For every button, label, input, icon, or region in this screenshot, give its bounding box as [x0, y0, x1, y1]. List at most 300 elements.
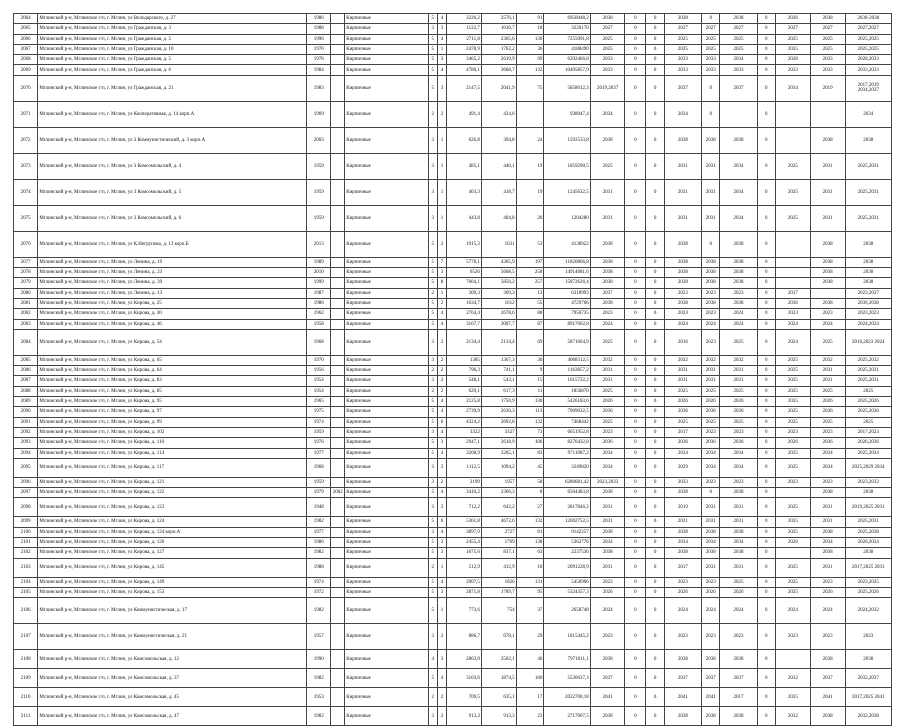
cell-work-year-7: 0 — [757, 75, 776, 101]
cell-work-year-3: 0 — [646, 376, 665, 386]
cell-row-number: 2065 — [14, 24, 38, 34]
cell-work-year-1: 2031 — [590, 517, 625, 527]
cell-living-area: 635,1 — [481, 688, 516, 707]
cell-work-year-3: 0 — [646, 319, 665, 329]
cell-address: Мглинский р-н, Мглинское г/п, г. Мглин, ул Кирова, д. 124 корп.А — [38, 527, 307, 537]
cell-residents: 197 — [516, 257, 544, 267]
cell-work-year-8: 2025 — [776, 407, 811, 417]
table-row — [14, 366, 892, 376]
cell-work-year-4: 2024 — [664, 319, 701, 329]
cell-work-year-4: 2017 — [664, 558, 701, 577]
cell-floors: 5 — [428, 65, 437, 75]
cell-work-year-9: 2031 — [810, 558, 845, 577]
cell-floors: 5 — [428, 598, 437, 624]
cell-work-year-3: 0 — [646, 427, 665, 437]
cell-cost: 1859290,5 — [544, 153, 590, 179]
cell-reconstruction-year — [331, 44, 345, 54]
cell-work-period: 2023 — [845, 624, 891, 650]
table-row — [14, 558, 892, 577]
cell-entrances: 3 — [437, 268, 446, 278]
cell-work-year-4: 2038 — [664, 527, 701, 537]
cell-floors: 3 — [428, 24, 437, 34]
cell-work-year-1: 2038 — [590, 298, 625, 308]
cell-build-year: 2010 — [307, 268, 331, 278]
cell-work-year-7: 0 — [757, 397, 776, 407]
cell-work-year-5: 2036 — [701, 438, 720, 448]
cell-row-number: 2064 — [14, 14, 38, 24]
cell-residents: 27 — [516, 498, 544, 517]
cell-work-year-2: 0 — [625, 278, 646, 288]
cell-reconstruction-year — [331, 448, 345, 458]
cell-work-period: 2038 — [845, 548, 891, 558]
cell-living-area: 434,6 — [481, 101, 516, 127]
cell-work-year-6: 2038 — [720, 14, 757, 24]
cell-work-year-4: 2041 — [664, 688, 701, 707]
table-row — [14, 669, 892, 688]
cell-work-year-8: 2023 — [776, 427, 811, 437]
cell-cost: 6280681,42 — [544, 477, 590, 487]
cell-work-year-1: 2019,2037 — [590, 75, 625, 101]
cell-address: Мглинский р-н, Мглинское г/п, г. Мглин, ул Кирова, д. 127 — [38, 548, 307, 558]
cell-build-year: 1956 — [307, 366, 331, 376]
cell-work-year-7: 0 — [757, 598, 776, 624]
cell-total-area: 463,3 — [447, 179, 482, 205]
cell-wall-material: Кирпичные — [345, 268, 428, 278]
cell-cost: 5362776 — [544, 538, 590, 548]
cell-row-number: 2089 — [14, 397, 38, 407]
cell-work-year-4: 2038 — [664, 298, 701, 308]
cell-work-year-1: 2037 — [590, 288, 625, 298]
cell-work-year-8: 2025 — [776, 527, 811, 537]
cell-work-year-7: 0 — [757, 179, 776, 205]
cell-row-number: 2091 — [14, 417, 38, 427]
cell-total-area: 796,3 — [447, 366, 482, 376]
cell-cost: 6504483,8 — [544, 488, 590, 498]
cell-entrances: 3 — [437, 548, 446, 558]
cell-floors: 5 — [428, 669, 437, 688]
cell-reconstruction-year — [331, 688, 345, 707]
cell-living-area: 2041,9 — [481, 75, 516, 101]
cell-wall-material: Кирпичные — [345, 548, 428, 558]
cell-work-year-9: 2023 — [810, 624, 845, 650]
cell-build-year: 1977 — [307, 448, 331, 458]
cell-living-area: 4305,9 — [481, 257, 516, 267]
cell-residents: 13 — [516, 288, 544, 298]
cell-floors: 5 — [428, 14, 437, 24]
cell-work-year-7: 0 — [757, 707, 776, 726]
cell-work-year-6: 2025 — [720, 417, 757, 427]
cell-wall-material: Кирпичные — [345, 417, 428, 427]
cell-work-year-1: 2034 — [590, 101, 625, 127]
cell-work-year-6: 2023 — [720, 427, 757, 437]
cell-address: Мглинский р-н, Мглинское г/п, г. Мглин, ул Кирова, д. 95 — [38, 397, 307, 407]
cell-work-year-7: 0 — [757, 650, 776, 669]
cell-row-number: 2066 — [14, 34, 38, 44]
cell-address: Мглинский р-н, Мглинское г/п, г. Мглин, ул Комсомольская, д. 45 — [38, 688, 307, 707]
cell-work-year-3: 0 — [646, 488, 665, 498]
cell-work-year-6: 2034 — [720, 448, 757, 458]
cell-row-number: 2081 — [14, 298, 38, 308]
cell-work-year-9: 2036 — [810, 407, 845, 417]
cell-work-year-4: 2036 — [664, 407, 701, 417]
cell-address: Мглинский р-н, Мглинское г/п, г. Мглин, ул Кирова, д. 25 — [38, 298, 307, 308]
cell-work-year-2: 0 — [625, 75, 646, 101]
cell-work-year-1: 2033 — [590, 65, 625, 75]
cell-address: Мглинский р-н, Мглинское г/п, г. Мглин, ул Кирова, д. 124 — [38, 517, 307, 527]
cell-work-year-2: 0 — [625, 624, 646, 650]
cell-living-area: 1762,2 — [481, 44, 516, 54]
cell-total-area: 773,6 — [447, 598, 482, 624]
cell-total-area: 2947,1 — [447, 438, 482, 448]
cell-work-year-3: 0 — [646, 458, 665, 477]
cell-work-year-2: 0 — [625, 298, 646, 308]
cell-work-year-8: 2032 — [776, 669, 811, 688]
cell-floors: 3 — [428, 498, 437, 517]
cell-total-area: 1385 — [447, 355, 482, 365]
cell-cost: 2237536 — [544, 548, 590, 558]
cell-row-number: 2083 — [14, 319, 38, 329]
cell-work-year-5: 2038 — [701, 707, 720, 726]
cell-total-area: 3465,2 — [447, 55, 482, 65]
cell-work-year-5: 2023 — [701, 577, 720, 587]
cell-work-year-9: 2031 — [810, 366, 845, 376]
cell-work-year-8: 2025 — [776, 688, 811, 707]
cell-work-period: 2023,2025 — [845, 577, 891, 587]
cell-floors: 3 — [428, 127, 437, 153]
cell-work-year-2: 0 — [625, 319, 646, 329]
cell-work-period: 2023,2023 — [845, 309, 891, 319]
cell-build-year: 1982 — [307, 598, 331, 624]
cell-residents: 19 — [516, 153, 544, 179]
cell-floors: 5 — [428, 34, 437, 44]
cell-work-year-2: 0 — [625, 386, 646, 396]
cell-work-year-1: 2038 — [590, 127, 625, 153]
cell-work-year-3: 0 — [646, 669, 665, 688]
cell-address: Мглинский р-н, Мглинское г/п, г. Мглин, ул Гражданская, д. 3 — [38, 24, 307, 34]
cell-work-year-7: 0 — [757, 329, 776, 355]
cell-entrances: 1 — [437, 558, 446, 577]
cell-total-area: 443,8 — [447, 205, 482, 231]
cell-floors: 3 — [428, 458, 437, 477]
cell-reconstruction-year — [331, 179, 345, 205]
cell-entrances: 4 — [437, 34, 446, 44]
cell-residents: 132 — [516, 65, 544, 75]
cell-work-year-8: 2025 — [776, 355, 811, 365]
cell-total-area: 2125,8 — [447, 397, 482, 407]
cell-wall-material: Кирпичные — [345, 55, 428, 65]
cell-row-number: 2071 — [14, 101, 38, 127]
cell-work-year-5: 2031 — [701, 179, 720, 205]
cell-entrances: 4 — [437, 488, 446, 498]
cell-build-year: 1996 — [307, 34, 331, 44]
cell-work-period: 2032,2038 — [845, 707, 891, 726]
cell-work-year-6: 2027 — [720, 24, 757, 34]
cell-cost: 1615722,2 — [544, 376, 590, 386]
cell-residents: 257 — [516, 278, 544, 288]
cell-total-area: 2478,9 — [447, 44, 482, 54]
cell-build-year: 1974 — [307, 577, 331, 587]
cell-wall-material: Кирпичные — [345, 477, 428, 487]
cell-reconstruction-year: 2002 — [331, 488, 345, 498]
cell-work-year-3: 0 — [646, 75, 665, 101]
cell-work-period: 2025,2031 — [845, 376, 891, 386]
cell-work-year-1: 2036 — [590, 407, 625, 417]
cell-work-year-5: 2038 — [701, 268, 720, 278]
cell-entrances: 1 — [437, 205, 446, 231]
cell-work-year-3: 0 — [646, 101, 665, 127]
cell-work-year-8: 2026 — [776, 438, 811, 448]
cell-residents: 130 — [516, 34, 544, 44]
cell-cost: 2032700,18 — [544, 688, 590, 707]
table-row — [14, 548, 892, 558]
cell-work-year-9: 2038 — [810, 650, 845, 669]
cell-entrances: 3 — [437, 24, 446, 34]
cell-work-year-2: 0 — [625, 65, 646, 75]
cell-address: Мглинский р-н, Мглинское г/п, г. Мглин, ул 3 Комсомольский, д. 4 — [38, 153, 307, 179]
cell-row-number: 2108 — [14, 650, 38, 669]
cell-work-year-9: 2031 — [810, 179, 845, 205]
cell-work-period: 2025,2026 — [845, 587, 891, 597]
cell-wall-material: Кирпичные — [345, 179, 428, 205]
cell-reconstruction-year — [331, 278, 345, 288]
cell-work-year-7: 0 — [757, 44, 776, 54]
cell-residents: 83 — [516, 448, 544, 458]
cell-work-year-9: 2041 — [810, 688, 845, 707]
cell-reconstruction-year — [331, 55, 345, 65]
cell-work-year-3: 0 — [646, 598, 665, 624]
cell-cost: 7956735 — [544, 309, 590, 319]
cell-work-year-6: 2038 — [720, 548, 757, 558]
cell-living-area: 2678,6 — [481, 309, 516, 319]
cell-residents: 11 — [516, 386, 544, 396]
cell-wall-material: Кирпичные — [345, 688, 428, 707]
cell-work-year-5: 2026 — [701, 587, 720, 597]
cell-build-year: 1970 — [307, 44, 331, 54]
cell-row-number: 2106 — [14, 598, 38, 624]
cell-work-period: 2024,2024 — [845, 319, 891, 329]
cell-reconstruction-year — [331, 268, 345, 278]
cell-reconstruction-year — [331, 527, 345, 537]
cell-work-year-2: 0 — [625, 587, 646, 597]
cell-floors: 5 — [428, 298, 437, 308]
cell-work-year-2: 0 — [625, 407, 646, 417]
cell-work-year-6: 2038 — [720, 257, 757, 267]
cell-build-year: 1990 — [307, 650, 331, 669]
cell-work-year-6: 2025 — [720, 34, 757, 44]
cell-living-area: 2692,8 — [481, 417, 516, 427]
cell-address: Мглинский р-н, Мглинское г/п, г. Мглин, ул Кирова, д. 117 — [38, 458, 307, 477]
cell-work-year-9: 2031 — [810, 205, 845, 231]
cell-work-period: 2025 — [845, 386, 891, 396]
cell-work-year-1: 2025 — [590, 417, 625, 427]
table-row — [14, 205, 892, 231]
cell-floors: 5 — [428, 55, 437, 65]
cell-work-year-6: 2034 — [720, 538, 757, 548]
cell-work-year-7: 0 — [757, 268, 776, 278]
cell-living-area: 2365,6 — [481, 34, 516, 44]
cell-total-area: 512,9 — [447, 558, 482, 577]
cell-residents: 73 — [516, 427, 544, 437]
cell-work-year-7: 0 — [757, 477, 776, 487]
cell-entrances: 2 — [437, 101, 446, 127]
cell-wall-material: Кирпичные — [345, 488, 428, 498]
cell-entrances: 4 — [437, 669, 446, 688]
cell-address: Мглинский р-н, Мглинское г/п, г. Мглин, ул Кирова, д. 121 — [38, 477, 307, 487]
cell-entrances: 4 — [437, 407, 446, 417]
cell-work-period: 2017,2019 2034,2037 — [845, 75, 891, 101]
cell-work-year-5: 2038 — [701, 278, 720, 288]
cell-total-area: 2871,8 — [447, 587, 482, 597]
cell-work-year-7: 0 — [757, 355, 776, 365]
cell-reconstruction-year — [331, 598, 345, 624]
cell-total-area: 2134,4 — [447, 329, 482, 355]
cell-work-year-6: 2024 — [720, 598, 757, 624]
cell-work-year-1: 2025 — [590, 34, 625, 44]
cell-work-year-5: 2023 — [701, 329, 720, 355]
cell-work-year-8: 2025 — [776, 498, 811, 517]
cell-work-year-9: 2025 — [810, 329, 845, 355]
cell-wall-material: Кирпичные — [345, 558, 428, 577]
cell-entrances: 2 — [437, 624, 446, 650]
cell-work-year-1: 2031 — [590, 205, 625, 231]
cell-floors: 5 — [428, 417, 437, 427]
cell-work-year-4: 2025 — [664, 386, 701, 396]
cell-work-year-4: 2033 — [664, 55, 701, 65]
cell-living-area: 642,2 — [481, 498, 516, 517]
cell-work-year-1: 2037 — [590, 669, 625, 688]
cell-entrances: 4 — [437, 319, 446, 329]
table-row — [14, 257, 892, 267]
cell-work-year-5: 2031 — [701, 153, 720, 179]
cell-row-number: 2073 — [14, 153, 38, 179]
cell-work-year-2: 0 — [625, 24, 646, 34]
cell-work-year-3: 0 — [646, 477, 665, 487]
cell-build-year: 1982 — [307, 669, 331, 688]
cell-work-year-3: 0 — [646, 366, 665, 376]
cell-work-year-4: 2025 — [664, 417, 701, 427]
cell-work-year-1: 2038 — [590, 257, 625, 267]
cell-cost: 11820866,8 — [544, 257, 590, 267]
cell-work-year-4: 2038 — [664, 268, 701, 278]
cell-build-year: 1987 — [307, 288, 331, 298]
cell-work-period: 2023,2037 — [845, 288, 891, 298]
cell-living-area: 617,3 — [481, 386, 516, 396]
cell-cost: 7971011,1 — [544, 650, 590, 669]
cell-work-year-3: 0 — [646, 498, 665, 517]
cell-work-period: 2038 — [845, 268, 891, 278]
cell-reconstruction-year — [331, 438, 345, 448]
cell-total-area: 2711,8 — [447, 34, 482, 44]
cell-work-period: 2025,2034 — [845, 448, 891, 458]
cell-work-year-8: 2025 — [776, 558, 811, 577]
cell-work-year-5: 2025 — [701, 417, 720, 427]
cell-work-year-2: 0 — [625, 527, 646, 537]
cell-build-year: 1969 — [307, 101, 331, 127]
cell-work-year-5: 2037 — [701, 669, 720, 688]
cell-total-area: 7664,1 — [447, 278, 482, 288]
cell-work-year-4: 2031 — [664, 517, 701, 527]
cell-cost: 12692752,5 — [544, 517, 590, 527]
cell-total-area: 5778,1 — [447, 257, 482, 267]
cell-floors: 2 — [428, 101, 437, 127]
cell-living-area: 1957 — [481, 477, 516, 487]
cell-build-year: 1959 — [307, 153, 331, 179]
cell-wall-material: Кирпичные — [345, 707, 428, 726]
cell-wall-material: Кирпичные — [345, 278, 428, 288]
table-row — [14, 231, 892, 257]
cell-reconstruction-year — [331, 707, 345, 726]
cell-work-year-4: 2038 — [664, 231, 701, 257]
cell-work-year-1: 2036 — [590, 438, 625, 448]
cell-entrances: 4 — [437, 448, 446, 458]
cell-work-year-8 — [776, 278, 811, 288]
cell-work-year-4: 2036 — [664, 438, 701, 448]
cell-residents: 132 — [516, 417, 544, 427]
table-row — [14, 527, 892, 537]
cell-work-period: 2038 — [845, 278, 891, 288]
cell-work-year-9: 2034 — [810, 458, 845, 477]
cell-build-year: 1979 — [307, 488, 331, 498]
cell-work-year-1: 2038 — [590, 548, 625, 558]
cell-work-period: 2025,2025 — [845, 34, 891, 44]
cell-work-year-9: 2038 — [810, 488, 845, 498]
cell-reconstruction-year — [331, 577, 345, 587]
cell-work-year-3: 0 — [646, 288, 665, 298]
cell-work-year-2: 0 — [625, 438, 646, 448]
cell-work-year-3: 0 — [646, 257, 665, 267]
cell-work-year-1: 2032 — [590, 355, 625, 365]
cell-cost: 4188490 — [544, 44, 590, 54]
cell-build-year: 1982 — [307, 707, 331, 726]
cell-work-year-6: 2034 — [720, 458, 757, 477]
table-row — [14, 488, 892, 498]
cell-residents: 45 — [516, 458, 544, 477]
cell-work-year-2: 0 — [625, 257, 646, 267]
cell-work-year-8 — [776, 127, 811, 153]
cell-work-year-7: 0 — [757, 14, 776, 24]
cell-cost: 7909032,5 — [544, 407, 590, 417]
cell-floors: 5 — [428, 407, 437, 417]
cell-work-year-7: 0 — [757, 558, 776, 577]
cell-wall-material: Кирпичные — [345, 101, 428, 127]
cell-work-year-5: 0 — [701, 101, 720, 127]
cell-cost: 6651952,8 — [544, 427, 590, 437]
cell-work-year-9: 2027 — [810, 24, 845, 34]
cell-work-year-5: 0 — [701, 488, 720, 498]
cell-total-area: 709,5 — [447, 688, 482, 707]
cell-floors: 5 — [428, 448, 437, 458]
cell-work-year-5: 0 — [701, 14, 720, 24]
cell-row-number: 2070 — [14, 75, 38, 101]
cell-work-year-9: 2026 — [810, 397, 845, 407]
table-row — [14, 75, 892, 101]
cell-work-period: 2038 — [845, 257, 891, 267]
cell-living-area: 1826 — [481, 577, 516, 587]
cell-residents: 36 — [516, 44, 544, 54]
housing-repair-table — [13, 13, 892, 726]
cell-work-period: 2025,2032 — [845, 355, 891, 365]
cell-work-year-9: 2034 — [810, 448, 845, 458]
cell-work-year-3: 0 — [646, 24, 665, 34]
cell-total-area: 913,3 — [447, 707, 482, 726]
cell-floors: 4 — [428, 650, 437, 669]
cell-work-year-8 — [776, 231, 811, 257]
cell-work-year-4: 2037 — [664, 669, 701, 688]
cell-work-year-1: 2025 — [590, 44, 625, 54]
cell-work-year-3: 0 — [646, 548, 665, 558]
cell-work-year-8: 2024 — [776, 319, 811, 329]
cell-work-year-4: 2019 — [664, 498, 701, 517]
